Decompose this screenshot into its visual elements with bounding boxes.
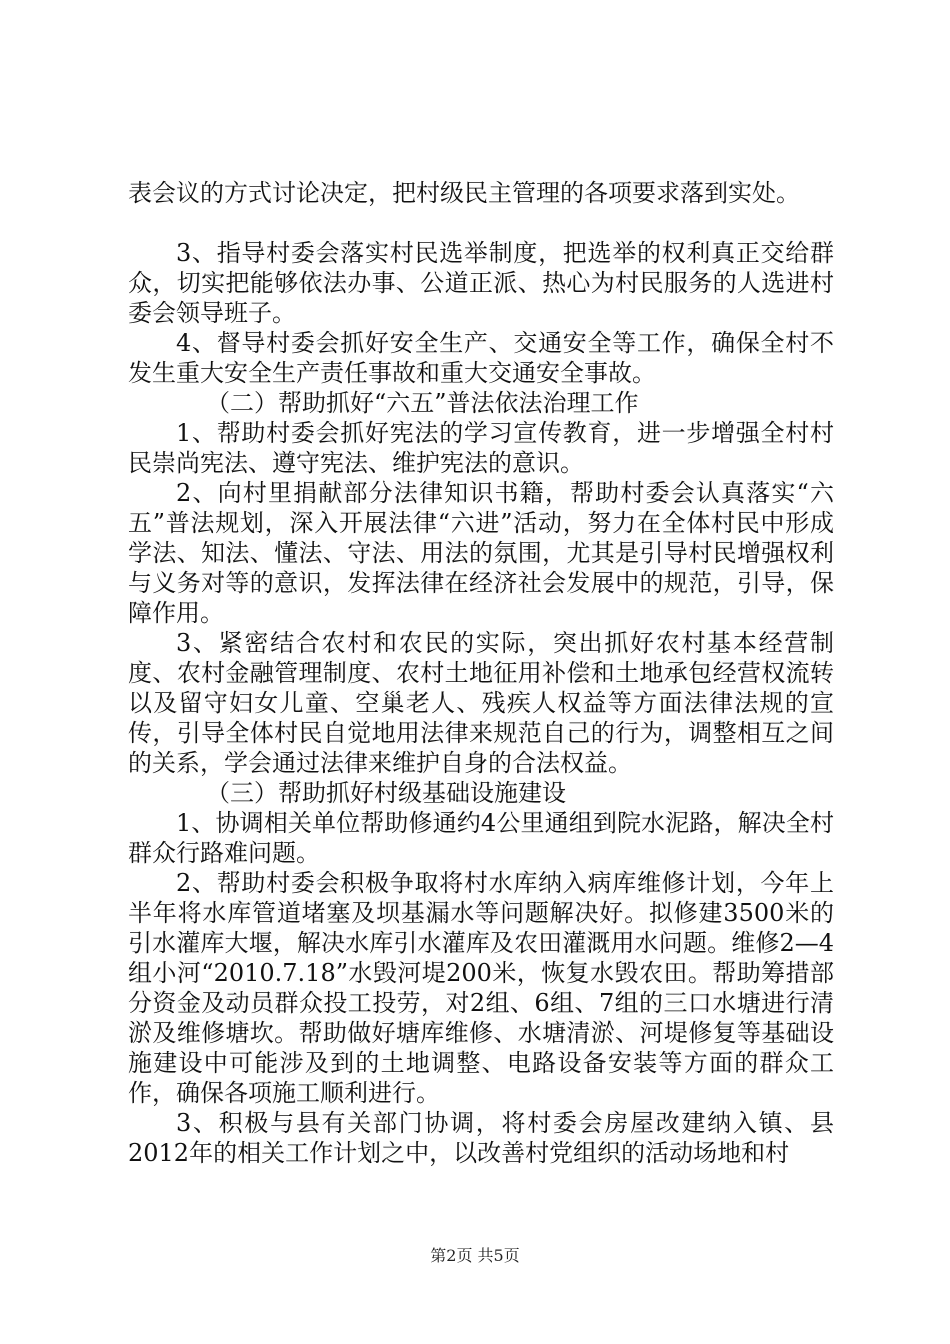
paragraph-item-3-rural-law: 3、紧密结合农村和农民的实际，突出抓好农村基本经营制度、农村金融管理制度、农村土地征用补偿和土地承包经营权流转以及留守妇女儿童、空巢老人、残疾人权益等方面法律法规的宣传，引导全体村民自觉地用法律来规范自己的行为，调整相互之间的关系，学会通过法律来维护自身的合法权益。 — [128, 629, 834, 777]
section-heading-3: （三）帮助抓好村级基础设施建设 — [206, 779, 566, 807]
paragraph-item-1-road: 1、协调相关单位帮助修通约4公里通组到院水泥路，解决全村群众行路难问题。 — [128, 809, 834, 867]
page-footer: 第2页 共5页 — [430, 1246, 520, 1265]
paragraph-item-1-constitution: 1、帮助村委会抓好宪法的学习宣传教育，进一步增强全村村民崇尚宪法、遵守宪法、维护宪法的意识。 — [128, 419, 834, 477]
paragraph-item-2-reservoir: 2、帮助村委会积极争取将村水库纳入病库维修计划，今年上半年将水库管道堵塞及坝基漏水等问题解决好。拟修建3500米的引水灌库大堰，解决水库引水灌库及农田灌溉用水问题。维修2—4组小河“2010.7.18”水毁河堤200米，恢复水毁农田。帮助筹措部分资金及动员群众投工投劳，对2组、6组、7组的三口水塘进行清淤及维修塘坎。帮助做好塘库维修、水塘清淤、河堤修复等基础设施建设中可能涉及到的土地调整、电路设备安装等方面的群众工作，确保各项施工顺利进行。 — [128, 869, 834, 1107]
paragraph-item-3-election: 3、指导村委会落实村民选举制度，把选举的权利真正交给群众，切实把能够依法办事、公道正派、热心为村民服务的人选进村委会领导班子。 — [128, 239, 834, 327]
paragraph-item-4-safety: 4、督导村委会抓好安全生产、交通安全等工作，确保全村不发生重大安全生产责任事故和重大交通安全事故。 — [128, 329, 834, 387]
paragraph-item-3-building: 3、积极与县有关部门协调，将村委会房屋改建纳入镇、县2012年的相关工作计划之中，以改善村党组织的活动场地和村 — [128, 1109, 834, 1167]
paragraph-item-2-books: 2、向村里捐献部分法律知识书籍，帮助村委会认真落实“六五”普法规划，深入开展法律“六进”活动，努力在全体村民中形成学法、知法、懂法、守法、用法的氛围，尤其是引导村民增强权利与义务对等的意识，发挥法律在经济社会发展中的规范，引导，保障作用。 — [128, 479, 834, 627]
paragraph-continuation: 表会议的方式讨论决定，把村级民主管理的各项要求落到实处。 — [128, 179, 800, 207]
section-heading-2: （二）帮助抓好“六五”普法依法治理工作 — [206, 389, 639, 417]
document-body — [128, 178, 834, 1168]
